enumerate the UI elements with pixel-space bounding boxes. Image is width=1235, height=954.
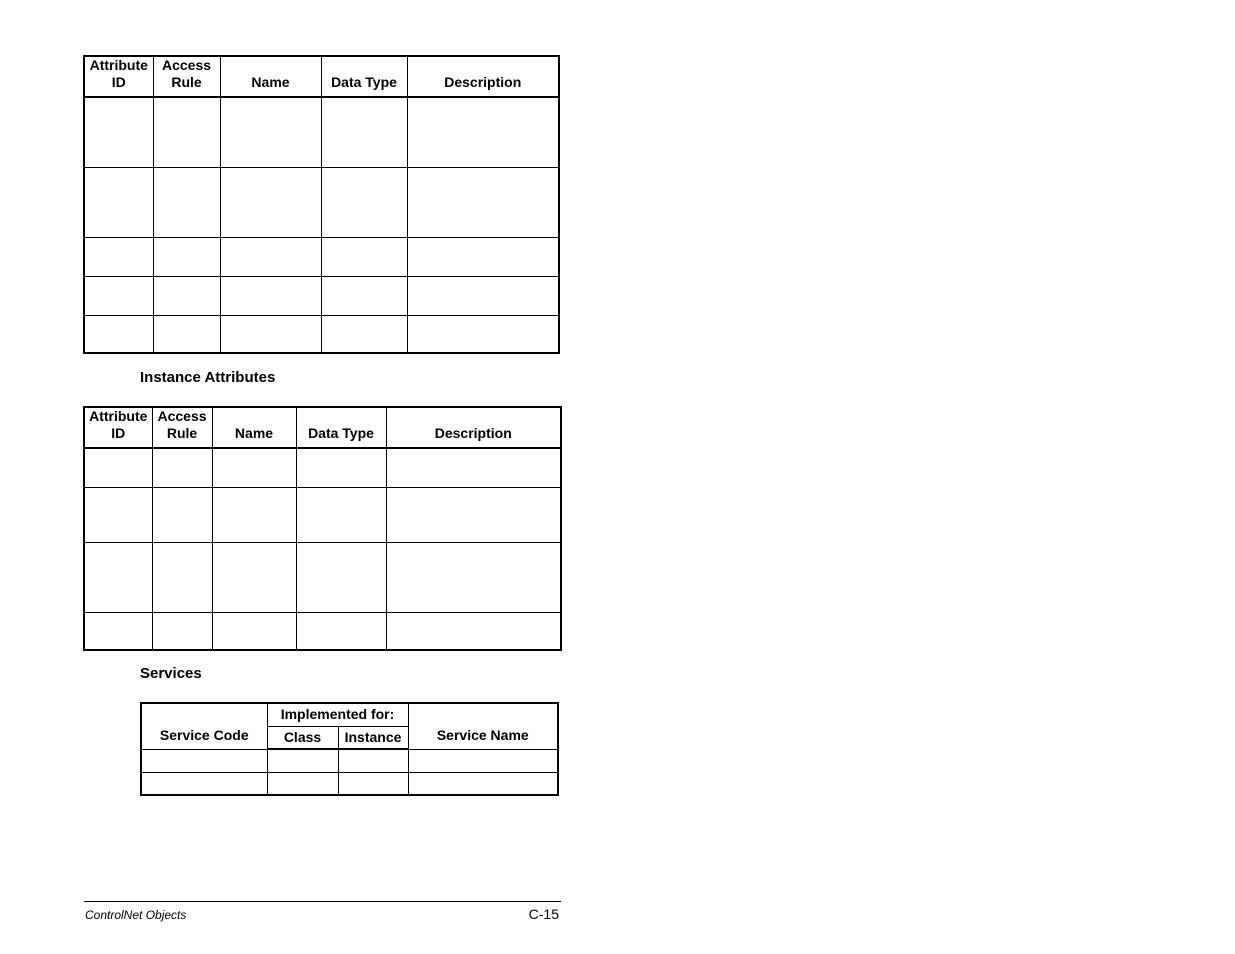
table-cell bbox=[386, 542, 561, 612]
table-row bbox=[84, 612, 561, 650]
table-cell bbox=[153, 237, 220, 276]
table-cell bbox=[84, 315, 153, 353]
table-cell bbox=[321, 237, 407, 276]
header-name: Name bbox=[212, 407, 296, 448]
header-data-type: Data Type bbox=[296, 407, 386, 448]
header-access-rule: Access Rule bbox=[153, 56, 220, 97]
table-cell bbox=[84, 97, 153, 167]
table-cell bbox=[407, 97, 559, 167]
instance-attributes-heading: Instance Attributes bbox=[140, 369, 276, 386]
table-cell bbox=[141, 772, 267, 795]
header-description: Description bbox=[386, 407, 561, 448]
header-implemented-for: Implemented for: bbox=[267, 703, 408, 726]
table-row bbox=[84, 97, 559, 167]
table-cell bbox=[220, 237, 321, 276]
table-header-row bbox=[84, 407, 561, 448]
header-attribute-id: Attribute ID bbox=[84, 56, 153, 97]
header-description: Description bbox=[407, 56, 559, 97]
table-cell bbox=[84, 276, 153, 315]
table-cell bbox=[321, 97, 407, 167]
table-row bbox=[84, 315, 559, 353]
table-cell bbox=[153, 315, 220, 353]
table-row bbox=[84, 448, 561, 487]
table-cell bbox=[386, 487, 561, 542]
services-table bbox=[140, 702, 559, 796]
table-cell bbox=[84, 448, 152, 487]
table-cell bbox=[407, 237, 559, 276]
table-cell bbox=[296, 612, 386, 650]
header-instance: Instance bbox=[338, 726, 408, 749]
footer-title: ControlNet Objects bbox=[85, 908, 187, 922]
table-row bbox=[141, 772, 558, 795]
table-row bbox=[84, 167, 559, 237]
header-access-rule: Access Rule bbox=[152, 407, 212, 448]
table-cell bbox=[153, 276, 220, 315]
table-cell bbox=[84, 612, 152, 650]
table-header-row bbox=[84, 56, 559, 97]
table-cell bbox=[84, 542, 152, 612]
table-cell bbox=[152, 612, 212, 650]
instance-attributes-table bbox=[83, 406, 562, 651]
table-row bbox=[84, 237, 559, 276]
table-cell bbox=[386, 612, 561, 650]
table-cell bbox=[220, 315, 321, 353]
table-cell bbox=[408, 749, 558, 772]
header-data-type: Data Type bbox=[321, 56, 407, 97]
class-attributes-table bbox=[83, 55, 560, 354]
table-cell bbox=[212, 542, 296, 612]
table-cell bbox=[296, 487, 386, 542]
header-name: Name bbox=[220, 56, 321, 97]
header-service-name: Service Name bbox=[408, 703, 558, 749]
table-cell bbox=[408, 772, 558, 795]
table-cell bbox=[152, 448, 212, 487]
table-cell bbox=[220, 97, 321, 167]
table-cell bbox=[407, 167, 559, 237]
table-cell bbox=[84, 487, 152, 542]
table-cell bbox=[84, 237, 153, 276]
table-cell bbox=[338, 772, 408, 795]
table-row bbox=[84, 487, 561, 542]
table-cell bbox=[212, 612, 296, 650]
table-cell bbox=[152, 487, 212, 542]
table-cell bbox=[84, 167, 153, 237]
table-header-row bbox=[141, 703, 558, 726]
table-row bbox=[141, 749, 558, 772]
table-cell bbox=[152, 542, 212, 612]
header-service-code: Service Code bbox=[141, 703, 267, 749]
table-cell bbox=[267, 772, 338, 795]
table-cell bbox=[296, 542, 386, 612]
header-class: Class bbox=[267, 726, 338, 749]
header-attribute-id: Attribute ID bbox=[84, 407, 152, 448]
table-cell bbox=[296, 448, 386, 487]
table-cell bbox=[321, 276, 407, 315]
page-number: C-15 bbox=[528, 906, 559, 922]
table-cell bbox=[267, 749, 338, 772]
table-cell bbox=[338, 749, 408, 772]
footer-divider bbox=[84, 901, 561, 902]
table-cell bbox=[212, 487, 296, 542]
table-cell bbox=[220, 167, 321, 237]
table-cell bbox=[321, 315, 407, 353]
table-cell bbox=[153, 167, 220, 237]
table-cell bbox=[321, 167, 407, 237]
table-cell bbox=[386, 448, 561, 487]
table-cell bbox=[220, 276, 321, 315]
table-cell bbox=[407, 276, 559, 315]
table-cell bbox=[407, 315, 559, 353]
table-cell bbox=[212, 448, 296, 487]
table-row bbox=[84, 276, 559, 315]
table-cell bbox=[141, 749, 267, 772]
table-row bbox=[84, 542, 561, 612]
services-heading: Services bbox=[140, 665, 202, 682]
table-cell bbox=[153, 97, 220, 167]
